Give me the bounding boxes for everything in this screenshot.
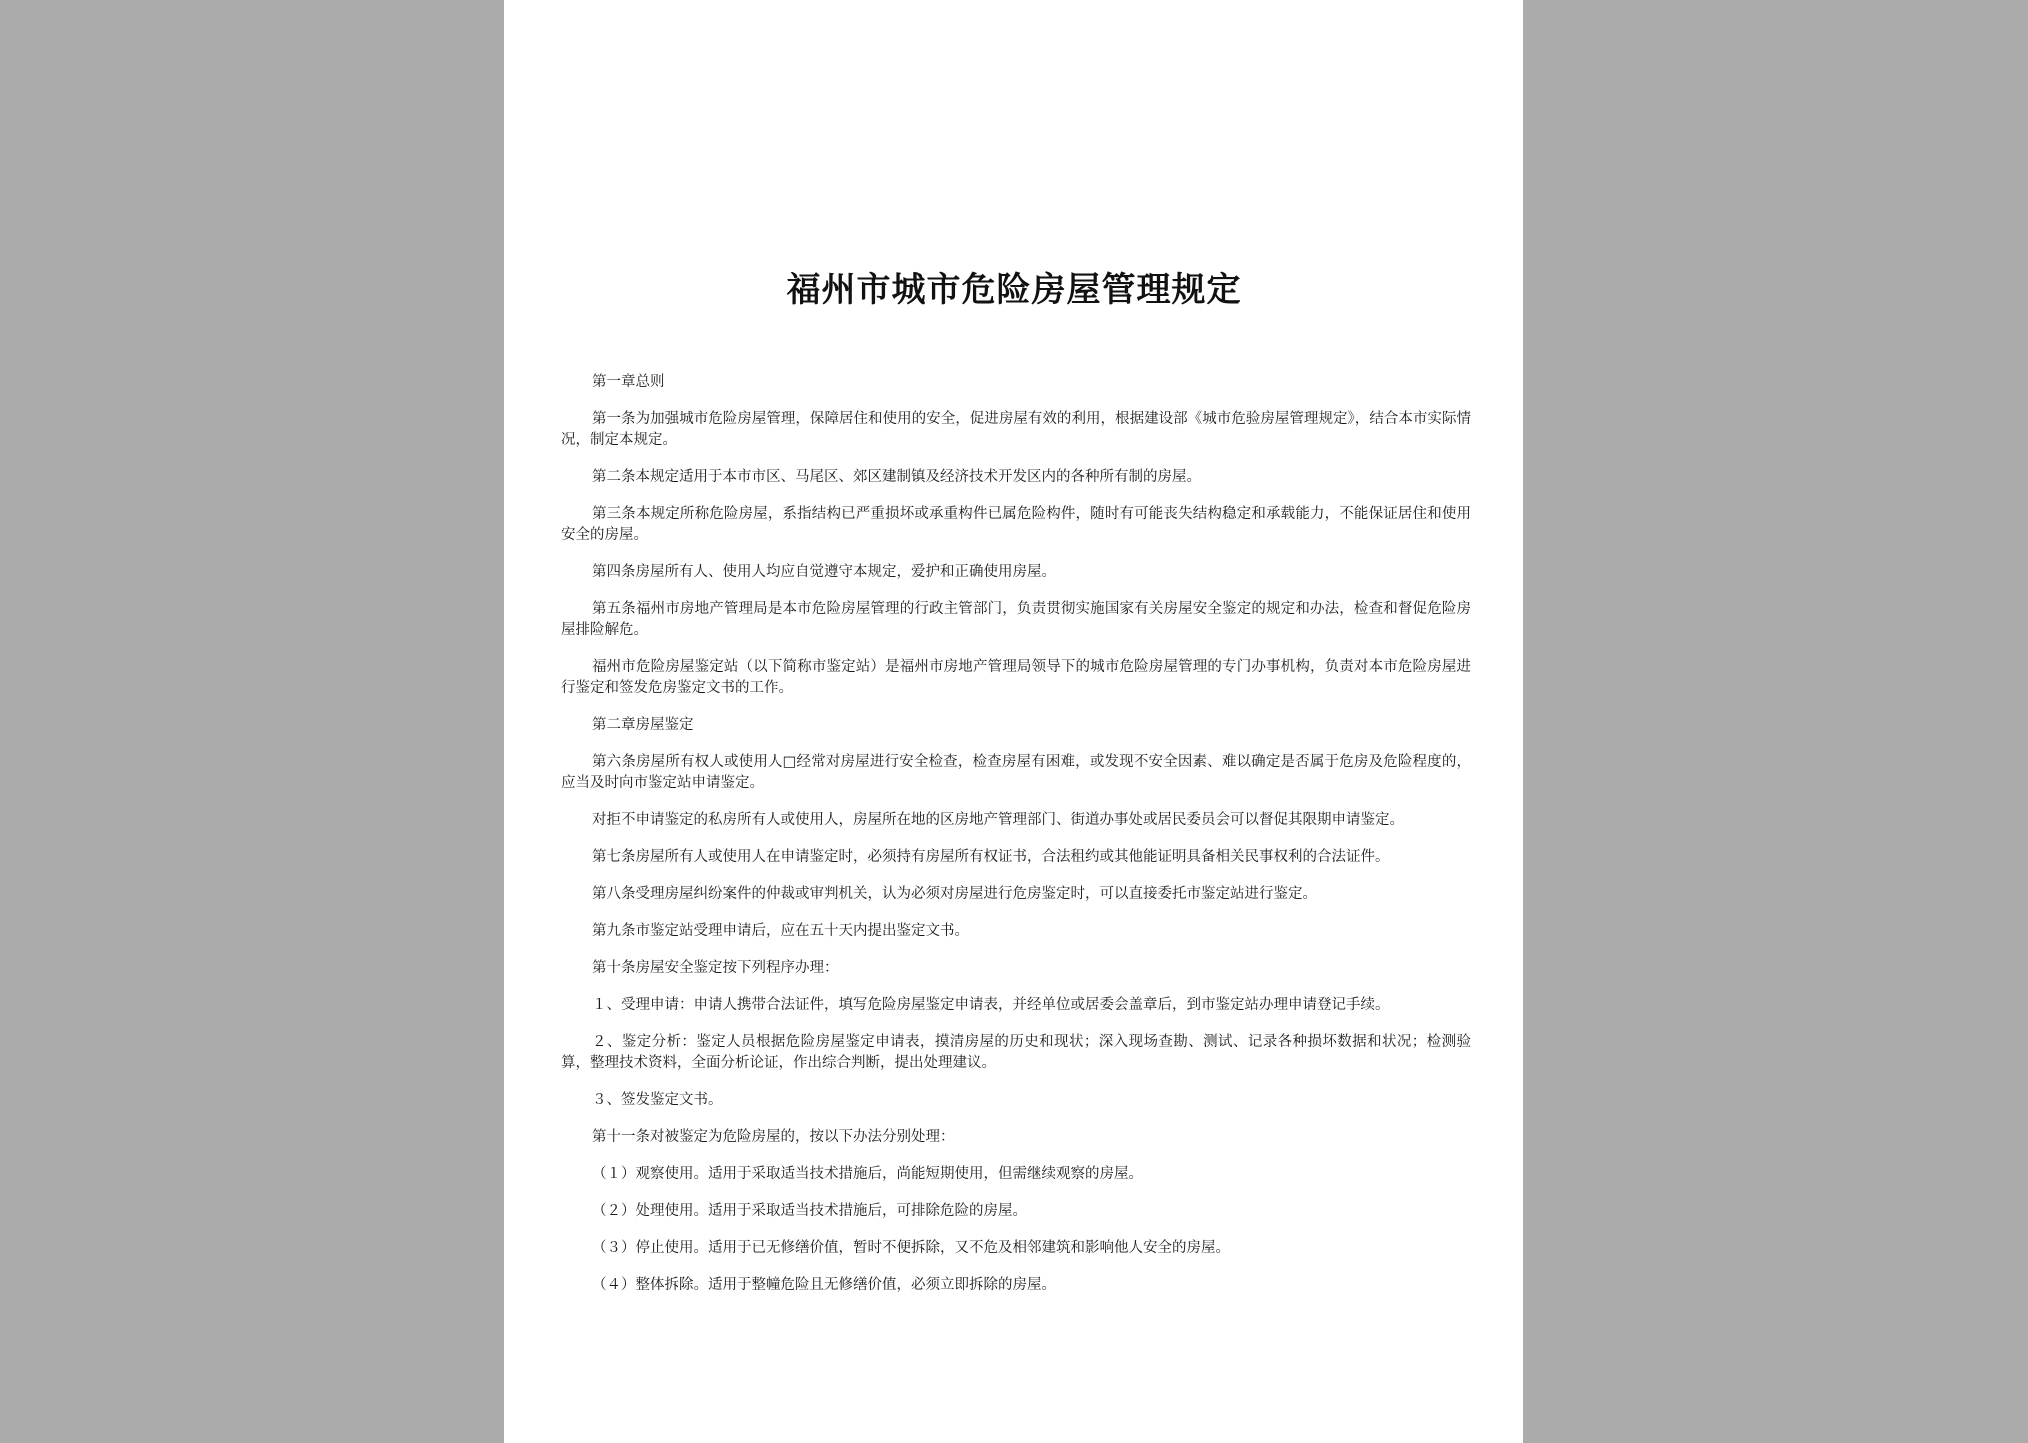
list-item: （４）整体拆除。适用于整幢危险且无修缮价值，必须立即拆除的房屋。: [592, 1277, 1056, 1293]
document-body: [561, 372, 1471, 1312]
list-item: ２、鉴定分析：鉴定人员根据危险房屋鉴定申请表，摸清房屋的历史和现状；深入现场查勘、测试、记录各种损坏数据和状况；检测验算，整理技术资料，全面分析论证，作出综合判断，提出处理建议。: [561, 1034, 1471, 1071]
chapter-heading: 第二章房屋鉴定: [592, 717, 694, 733]
list-item: １、受理申请：申请人携带合法证件，填写危险房屋鉴定申请表，并经单位或居委会盖章后，到市鉴定站办理申请登记手续。: [592, 997, 1390, 1013]
article-paragraph: 第九条市鉴定站受理申请后，应在五十天内提出鉴定文书。: [592, 923, 969, 939]
article-paragraph: 第四条房屋所有人、使用人均应自觉遵守本规定，爱护和正确使用房屋。: [592, 564, 1056, 580]
document-title: 福州市城市危险房屋管理规定: [786, 270, 1242, 310]
article-paragraph: 第五条福州市房地产管理局是本市危险房屋管理的行政主管部门，负责贯彻实施国家有关房屋安全鉴定的规定和办法，检查和督促危险房屋排险解危。: [561, 601, 1471, 638]
article-paragraph: 第十条房屋安全鉴定按下列程序办理：: [592, 960, 839, 976]
article-paragraph: 第三条本规定所称危险房屋，系指结构已严重损坏或承重构件已属危险构件，随时有可能丧失结构稳定和承载能力，不能保证居住和使用安全的房屋。: [561, 506, 1471, 543]
article-paragraph: 第二条本规定适用于本市市区、马尾区、郊区建制镇及经济技术开发区内的各种所有制的房屋。: [592, 469, 1201, 485]
article-paragraph: 第一条为加强城市危险房屋管理，保障居住和使用的安全，促进房屋有效的利用，根据建设部《城市危验房屋管理规定》，结合本市实际情况，制定本规定。: [561, 411, 1471, 448]
document-page: [504, 0, 1523, 1443]
article-paragraph: 第十一条对被鉴定为危险房屋的，按以下办法分别处理：: [592, 1129, 955, 1145]
list-item: （１）观察使用。适用于采取适当技术措施后，尚能短期使用，但需继续观察的房屋。: [592, 1166, 1143, 1182]
list-item: （２）处理使用。适用于采取适当技术措施后，可排除危险的房屋。: [592, 1203, 1027, 1219]
list-item: ３、签发鉴定文书。: [592, 1092, 723, 1108]
list-item: （３）停止使用。适用于已无修缮价值，暂时不便拆除，又不危及相邻建筑和影响他人安全的房屋。: [592, 1240, 1230, 1256]
article-paragraph: 第七条房屋所有人或使用人在申请鉴定时，必须持有房屋所有权证书，合法租约或其他能证明具备相关民事权利的合法证件。: [592, 849, 1390, 865]
article-paragraph: 第六条房屋所有权人或使用人□经常对房屋进行安全检查，检查房屋有困难，或发现不安全因素、难以确定是否属于危房及危险程度的，应当及时向市鉴定站申请鉴定。: [561, 754, 1471, 791]
chapter-heading: 第一章总则: [592, 374, 665, 390]
article-paragraph: 福州市危险房屋鉴定站（以下简称市鉴定站）是福州市房地产管理局领导下的城市危险房屋管理的专门办事机构，负责对本市危险房屋进行鉴定和签发危房鉴定文书的工作。: [561, 659, 1471, 696]
article-paragraph: 对拒不申请鉴定的私房所有人或使用人，房屋所在地的区房地产管理部门、街道办事处或居民委员会可以督促其限期申请鉴定。: [592, 812, 1404, 828]
article-paragraph: 第八条受理房屋纠纷案件的仲裁或审判机关，认为必须对房屋进行危房鉴定时，可以直接委托市鉴定站进行鉴定。: [592, 886, 1317, 902]
